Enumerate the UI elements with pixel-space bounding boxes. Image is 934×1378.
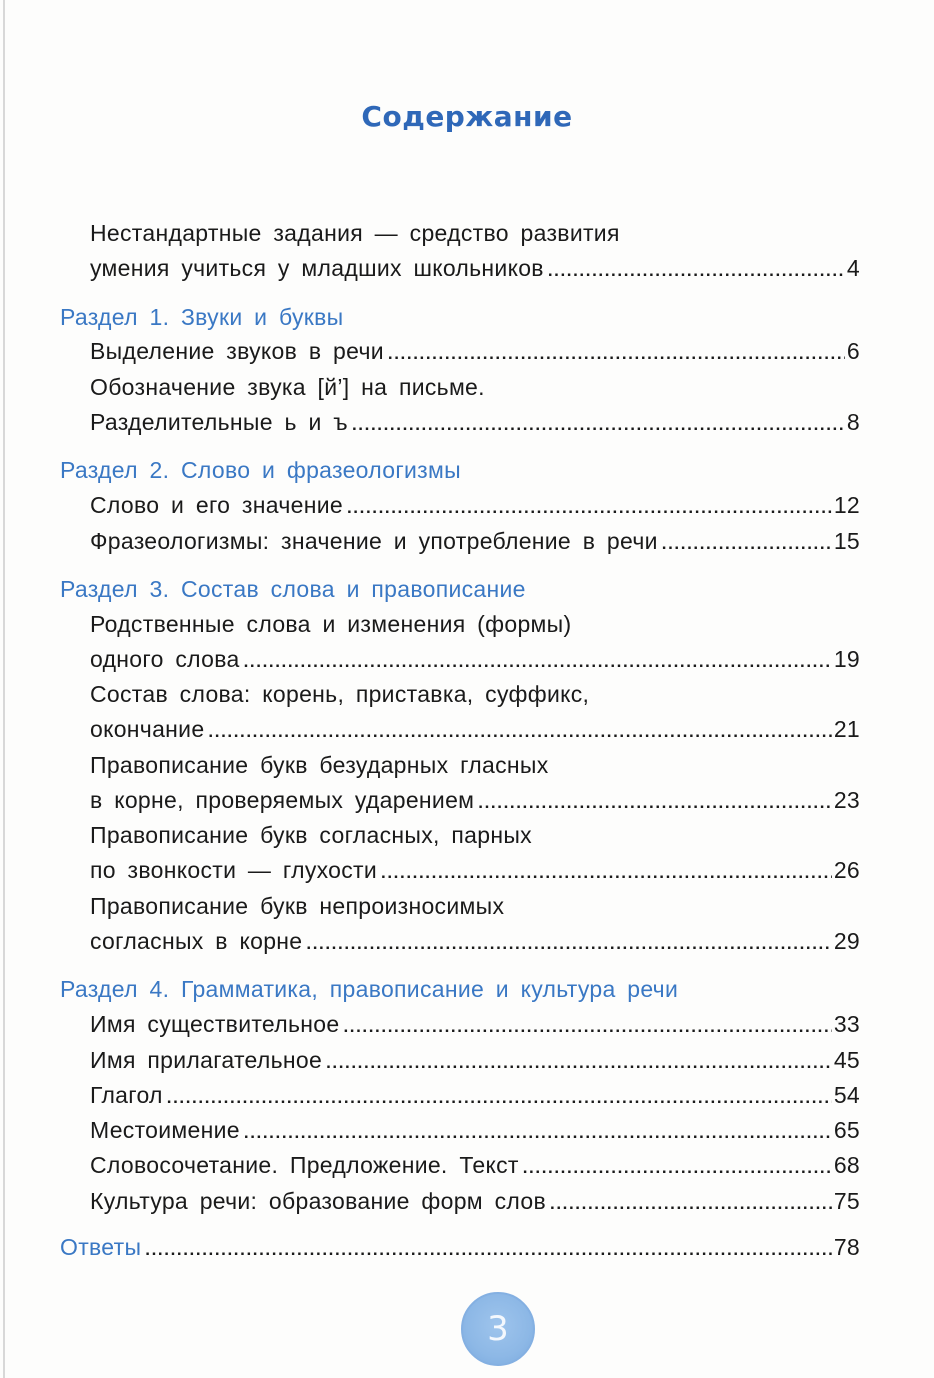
dot-leader xyxy=(478,793,832,813)
toc-item[interactable] xyxy=(90,528,860,562)
toc-item-text: Правописание букв согласных, парных xyxy=(90,822,532,848)
toc-item-answers[interactable] xyxy=(60,1234,860,1268)
toc-item-text: Выделение звуков в речи xyxy=(90,338,384,364)
dot-leader xyxy=(388,344,845,364)
toc-item[interactable] xyxy=(90,1011,860,1045)
page-number: 15 xyxy=(833,528,860,554)
toc-item-text: по звонкости — глухости xyxy=(90,857,378,883)
page-number: 75 xyxy=(833,1188,860,1214)
toc-item-text: Фразеологизмы: значение и употребление в речи xyxy=(90,528,658,554)
page-number: 6 xyxy=(846,338,860,364)
toc-item[interactable] xyxy=(90,857,860,891)
page-title: Содержание xyxy=(361,100,573,133)
toc-item-line1[interactable] xyxy=(90,822,860,856)
dot-leader xyxy=(208,722,831,742)
page-number: 26 xyxy=(833,857,860,883)
page-number: 4 xyxy=(846,255,860,281)
toc-item-line1[interactable] xyxy=(90,681,860,715)
toc-item-intro[interactable] xyxy=(90,255,860,289)
toc-item[interactable] xyxy=(90,409,860,443)
dot-leader xyxy=(343,1017,831,1037)
page-number: 19 xyxy=(833,646,860,672)
toc-item-line1[interactable] xyxy=(90,374,860,408)
section-heading-4[interactable] xyxy=(60,976,860,1010)
dot-leader xyxy=(347,498,832,518)
dot-leader xyxy=(550,1194,832,1214)
toc-item[interactable] xyxy=(90,1082,860,1116)
answers-label: Ответы xyxy=(60,1234,142,1260)
dot-leader xyxy=(662,534,832,554)
page-number: 23 xyxy=(833,787,860,813)
dot-leader xyxy=(523,1158,832,1178)
page-number: 8 xyxy=(846,409,860,435)
dot-leader xyxy=(548,261,845,281)
toc-item-text: Местоимение xyxy=(90,1117,240,1143)
section-heading-2[interactable] xyxy=(60,457,860,491)
section-heading-1[interactable] xyxy=(60,304,860,338)
page-number: 21 xyxy=(833,716,860,742)
page-number: 65 xyxy=(833,1117,860,1143)
toc-item[interactable] xyxy=(90,338,860,372)
toc-item-text: согласных в корне xyxy=(90,928,303,954)
toc-item-intro-line1[interactable] xyxy=(90,220,860,254)
page-edge xyxy=(3,0,5,1378)
section-label: Раздел 4. Грамматика, правописание и культура речи xyxy=(60,976,679,1002)
page-number: 78 xyxy=(833,1234,860,1260)
page-number: 54 xyxy=(833,1082,860,1108)
toc-item[interactable] xyxy=(90,1047,860,1081)
toc-item-text: Словосочетание. Предложение. Текст xyxy=(90,1152,519,1178)
toc-item-text: умения учиться у младших школьников xyxy=(90,255,544,281)
toc-item-text: в корне, проверяемых ударением xyxy=(90,787,475,813)
toc-item-line1[interactable] xyxy=(90,893,860,927)
toc-item-text: Правописание букв непроизносимых xyxy=(90,893,505,919)
dot-leader xyxy=(244,652,832,672)
toc-item-text: Правописание букв безударных гласных xyxy=(90,752,549,778)
toc-item-text: Культура речи: образование форм слов xyxy=(90,1188,546,1214)
toc-item[interactable] xyxy=(90,1152,860,1186)
toc-item-text: Имя существительное xyxy=(90,1011,340,1037)
toc-item-text: Родственные слова и изменения (формы) xyxy=(90,611,572,637)
toc-item-text: Глагол xyxy=(90,1082,163,1108)
section-label: Раздел 2. Слово и фразеологизмы xyxy=(60,457,461,483)
section-label: Раздел 1. Звуки и буквы xyxy=(60,304,344,330)
toc-item[interactable] xyxy=(90,928,860,962)
toc-item-text: Имя прилагательное xyxy=(90,1047,323,1073)
toc-item[interactable] xyxy=(90,787,860,821)
dot-leader xyxy=(306,934,831,954)
page-number: 45 xyxy=(833,1047,860,1073)
dot-leader xyxy=(145,1240,832,1260)
toc-item[interactable] xyxy=(90,492,860,526)
toc-item-text: Состав слова: корень, приставка, суффикс, xyxy=(90,681,590,707)
toc-item[interactable] xyxy=(90,1188,860,1222)
page-number: 33 xyxy=(833,1011,860,1037)
page-number-badge xyxy=(461,1292,535,1366)
toc-item-line1[interactable] xyxy=(90,752,860,786)
toc-item[interactable] xyxy=(90,1117,860,1151)
toc-item-text: Нестандартные задания — средство развития xyxy=(90,220,620,246)
toc-item-text: Обозначение звука [й’] на письме. xyxy=(90,374,485,400)
dot-leader xyxy=(381,863,832,883)
dot-leader xyxy=(167,1088,832,1108)
toc-item-text: Слово и его значение xyxy=(90,492,343,518)
dot-leader xyxy=(244,1123,832,1143)
toc-item[interactable] xyxy=(90,646,860,680)
toc-item-line1[interactable] xyxy=(90,611,860,645)
page-number: 68 xyxy=(833,1152,860,1178)
page-number: 29 xyxy=(833,928,860,954)
section-label: Раздел 3. Состав слова и правописание xyxy=(60,576,526,602)
toc-item[interactable] xyxy=(90,716,860,750)
toc-item-text: окончание xyxy=(90,716,205,742)
page-number-label: 3 xyxy=(487,1309,509,1349)
toc-item-text: одного слова xyxy=(90,646,240,672)
section-heading-3[interactable] xyxy=(60,576,860,610)
page-number: 12 xyxy=(833,492,860,518)
toc-item-text: Разделительные ь и ъ xyxy=(90,409,348,435)
dot-leader xyxy=(352,415,845,435)
dot-leader xyxy=(326,1053,832,1073)
